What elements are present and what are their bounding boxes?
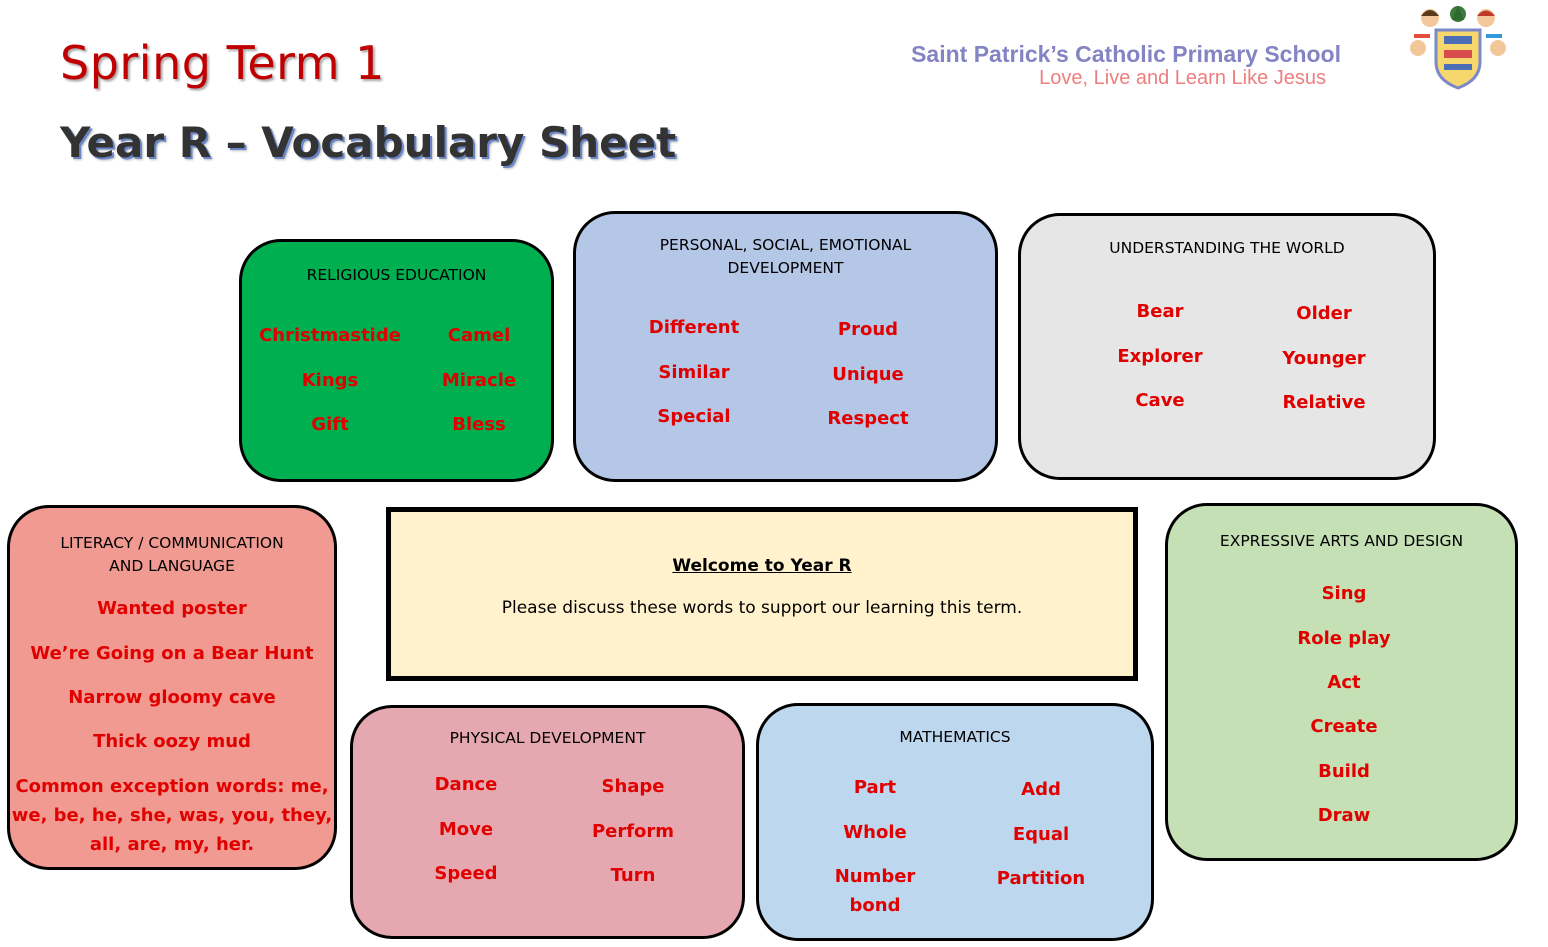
expressive-arts-title: EXPRESSIVE ARTS AND DESIGN (1219, 532, 1464, 550)
vocab-word: Draw (1317, 805, 1371, 826)
vocab-word: we, be, he, she, was, you, they, (11, 805, 333, 826)
vocab-word: Bear (1136, 301, 1184, 322)
vocab-word: Christmastide (259, 325, 401, 346)
vocab-word: Shape (601, 776, 665, 797)
vocab-word: bond (849, 895, 901, 916)
vocab-word: Build (1318, 761, 1370, 782)
vocab-word: Proud (837, 319, 899, 340)
vocab-word: Whole (843, 822, 907, 843)
school-name: Saint Patrick’s Catholic Primary School (911, 41, 1341, 67)
physical-development-title: PHYSICAL DEVELOPMENT (449, 729, 646, 747)
vocab-word: Sing (1321, 583, 1367, 604)
vocab-word: all, are, my, her. (89, 834, 255, 855)
welcome-title: Welcome to Year R (672, 556, 852, 576)
vocab-word: Role play (1297, 628, 1391, 649)
welcome-box (386, 507, 1138, 681)
psed-title-line1: PERSONAL, SOCIAL, EMOTIONAL (659, 236, 912, 254)
mathematics-box (756, 703, 1154, 941)
school-motto: Love, Live and Learn Like Jesus (1039, 67, 1326, 89)
vocab-word: Different (648, 317, 740, 338)
vocab-word: Unique (832, 364, 904, 385)
psed-box (573, 211, 998, 482)
physical-development-box (350, 705, 745, 939)
vocab-word: Common exception words: me, (15, 776, 329, 797)
vocab-word: Similar (658, 362, 730, 383)
vocab-word: Camel (447, 325, 511, 346)
vocab-word: Partition (996, 868, 1086, 889)
vocab-word: Older (1296, 303, 1352, 324)
expressive-arts-box (1165, 503, 1518, 861)
vocab-word: We’re Going on a Bear Hunt (30, 643, 314, 664)
vocab-word: Bless (452, 414, 506, 435)
welcome-text: Please discuss these words to support our learning this term. (501, 598, 1023, 618)
psed-title-line2: DEVELOPMENT (727, 259, 844, 277)
vocab-word: Part (853, 777, 897, 798)
page-subtitle: Year R – Vocabulary Sheet (60, 118, 677, 167)
understanding-world-box (1018, 213, 1436, 480)
literacy-title-line1: LITERACY / COMMUNICATION (60, 534, 284, 552)
vocab-word: Add (1021, 779, 1061, 800)
vocab-word: Cave (1135, 390, 1185, 411)
vocab-word: Number (834, 866, 916, 887)
vocab-word: Act (1327, 672, 1361, 693)
vocab-word: Kings (301, 370, 359, 391)
understanding-world-title: UNDERSTANDING THE WORLD (1109, 239, 1345, 257)
vocab-word: Relative (1282, 392, 1366, 413)
vocab-word: Turn (610, 865, 656, 886)
literacy-title-line2: AND LANGUAGE (109, 557, 235, 575)
vocab-word: Explorer (1117, 346, 1203, 367)
vocab-word: Narrow gloomy cave (68, 687, 276, 708)
religious-education-title: RELIGIOUS EDUCATION (306, 266, 487, 284)
vocab-word: Equal (1012, 824, 1070, 845)
vocab-word: Dance (434, 774, 498, 795)
vocab-word: Perform (591, 821, 675, 842)
school-crest-icon (1408, 4, 1508, 92)
vocab-word: Thick oozy mud (93, 731, 251, 752)
vocab-word: Miracle (441, 370, 517, 391)
literacy-box (7, 505, 337, 870)
vocab-word: Special (657, 406, 731, 427)
vocab-word: Gift (311, 414, 349, 435)
vocab-word: Younger (1282, 348, 1366, 369)
mathematics-title: MATHEMATICS (899, 728, 1011, 746)
vocab-word: Move (438, 819, 494, 840)
vocab-word: Create (1310, 716, 1378, 737)
vocab-word: Wanted poster (97, 598, 247, 619)
vocab-word: Speed (434, 863, 498, 884)
vocab-word: Respect (827, 408, 909, 429)
page-title: Spring Term 1 (60, 36, 385, 90)
religious-education-box (239, 239, 554, 482)
